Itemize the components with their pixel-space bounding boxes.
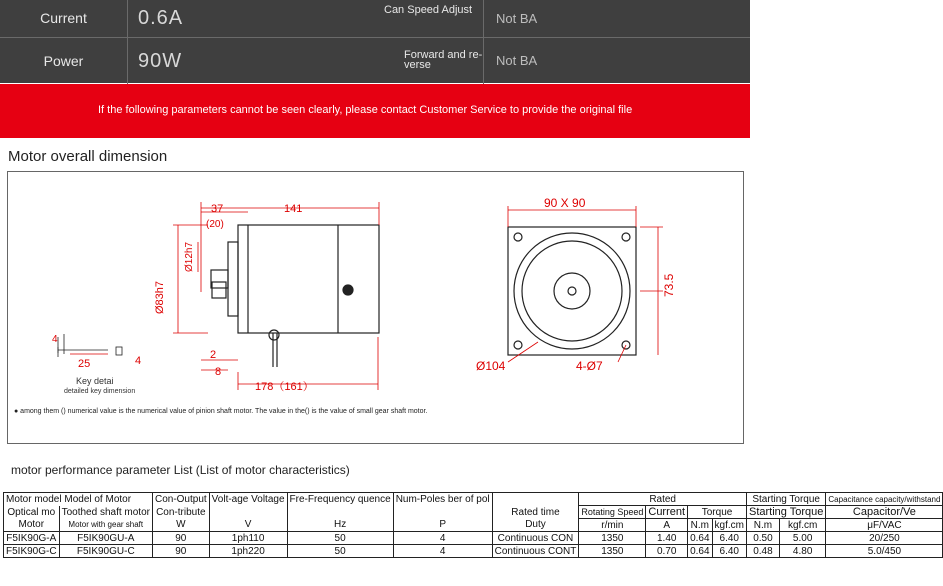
th-unit-kgf: kgf.cm <box>712 519 746 532</box>
th-con-tribute: Con-tribute <box>152 506 209 519</box>
th-voltage: Volt-age Voltage <box>209 493 287 506</box>
cell: 0.64 <box>688 545 712 558</box>
th-current: Current <box>646 506 688 519</box>
cell: 1350 <box>579 532 646 545</box>
dim-d104: Ø104 <box>476 359 506 373</box>
th-con-output: Con-Output <box>152 493 209 506</box>
dim-2: 2 <box>210 349 217 361</box>
cell: 5.00 <box>779 532 825 545</box>
spec-value: 90W <box>138 50 183 72</box>
cell: 0.50 <box>746 532 779 545</box>
dim-90x90: 90 X 90 <box>544 196 586 210</box>
th-rated-time <box>492 493 579 506</box>
spec-right-value: Not BA <box>496 11 538 26</box>
dim-8: 8 <box>215 366 222 378</box>
cell: 5.0/450 <box>826 545 943 558</box>
contact-banner <box>0 84 750 138</box>
cell: 0.48 <box>746 545 779 558</box>
spec-mid-label: Forward and re-verse <box>384 38 484 84</box>
cell: 1ph110 <box>209 532 287 545</box>
cell: 6.40 <box>712 532 746 545</box>
cell: 1350 <box>579 545 646 558</box>
key-label: Key detai <box>76 376 114 386</box>
dim-20: (20) <box>206 219 224 230</box>
th-starting: Starting Torque <box>746 493 825 506</box>
performance-title: motor performance parameter List (List of motor characteristics) <box>11 463 350 477</box>
th-unit-w: W <box>152 519 209 532</box>
th-unit-rmin: r/min <box>579 519 646 532</box>
th-unit-nm: N.m <box>688 519 712 532</box>
th-rated-time-label: Rated time <box>492 506 579 519</box>
th-unit-v: V <box>209 519 287 532</box>
th-capacitance: Capacitance capacity/withstand <box>826 493 943 506</box>
spec-row-power <box>0 37 750 83</box>
cell: 4 <box>393 545 492 558</box>
cell: 1.40 <box>646 532 688 545</box>
spec-value: 0.6A <box>138 7 184 29</box>
dim-73-5: 73.5 <box>662 273 676 297</box>
th-unit-nm2: N.m <box>746 519 779 532</box>
cell: 0.64 <box>688 532 712 545</box>
performance-table <box>3 492 943 558</box>
dimension-title: Motor overall dimension <box>8 148 168 165</box>
th-motor-model: Motor model Model of Motor <box>4 493 153 506</box>
th-unit-p: P <box>393 519 492 532</box>
cell: 50 <box>287 545 393 558</box>
th-optical: Optical mo <box>4 506 60 519</box>
spec-label: Power <box>0 38 128 84</box>
th-rated: Rated <box>579 493 747 506</box>
cell: F5IK90GU-A <box>59 532 152 545</box>
th-unit-kgf2: kgf.cm <box>779 519 825 532</box>
cell: Continuous CON <box>492 532 579 545</box>
th-rotating: Rotating Speed <box>579 506 646 519</box>
dim-4d7: 4-Ø7 <box>576 359 603 373</box>
th-unit-uf: μF/VAC <box>826 519 943 532</box>
cell: 0.70 <box>646 545 688 558</box>
cell: 50 <box>287 532 393 545</box>
dim-4a: 4 <box>52 334 58 345</box>
cell: 4 <box>393 532 492 545</box>
cell: 6.40 <box>712 545 746 558</box>
table-row <box>4 545 943 558</box>
cell: F5IK90G-A <box>4 532 60 545</box>
th-toothed: Toothed shaft motor <box>59 506 152 519</box>
th-poles: Num-Poles ber of pol <box>393 493 492 506</box>
cell: 4.80 <box>779 545 825 558</box>
banner-text: If the following parameters cannot be seen clearly, please contact Customer Service to provide the original file <box>98 104 633 116</box>
cell: 90 <box>152 545 209 558</box>
th-blank <box>393 506 492 519</box>
th-unit-hz: Hz <box>287 519 393 532</box>
th-torque: Torque <box>688 506 747 519</box>
th-frequency: Fre-Frequency quence <box>287 493 393 506</box>
cell: F5IK90GU-C <box>59 545 152 558</box>
cell: 90 <box>152 532 209 545</box>
cell: 1ph220 <box>209 545 287 558</box>
dimension-drawing <box>7 171 744 444</box>
dim-d83h7: Ø83h7 <box>154 280 166 314</box>
th-blank <box>209 506 287 519</box>
dim-178: 178（161） <box>255 381 314 393</box>
cell: 20/250 <box>826 532 943 545</box>
th-motor: Motor <box>4 519 60 532</box>
table-row <box>4 532 943 545</box>
th-capve: Capacitor/Ve <box>826 506 943 519</box>
th-gear: Motor with gear shaft <box>59 519 152 532</box>
th-starting2: Starting Torque <box>746 506 825 519</box>
cell: Continuous CONT <box>492 545 579 558</box>
cell: F5IK90G-C <box>4 545 60 558</box>
key-label-2: detailed key dimension <box>64 388 136 395</box>
dim-37: 37 <box>211 203 224 215</box>
spec-row-current <box>0 0 750 37</box>
th-blank <box>287 506 393 519</box>
dim-4b: 4 <box>135 355 142 367</box>
dim-d12h7: Ø12h7 <box>184 241 195 272</box>
th-duty: Duty <box>492 519 579 532</box>
spec-label: Current <box>0 0 128 37</box>
motor-dimension-svg <box>8 172 743 443</box>
dim-141: 141 <box>284 203 303 215</box>
drawing-note: ● among them () numerical value is the numerical value of pinion shaft motor. The value in the() is the value of small gear shaft motor. <box>14 408 428 415</box>
dim-25: 25 <box>78 358 91 370</box>
spec-mid-label: Can Speed Adjust <box>384 0 484 37</box>
spec-right-value: Not BA <box>496 53 538 68</box>
th-unit-a: A <box>646 519 688 532</box>
